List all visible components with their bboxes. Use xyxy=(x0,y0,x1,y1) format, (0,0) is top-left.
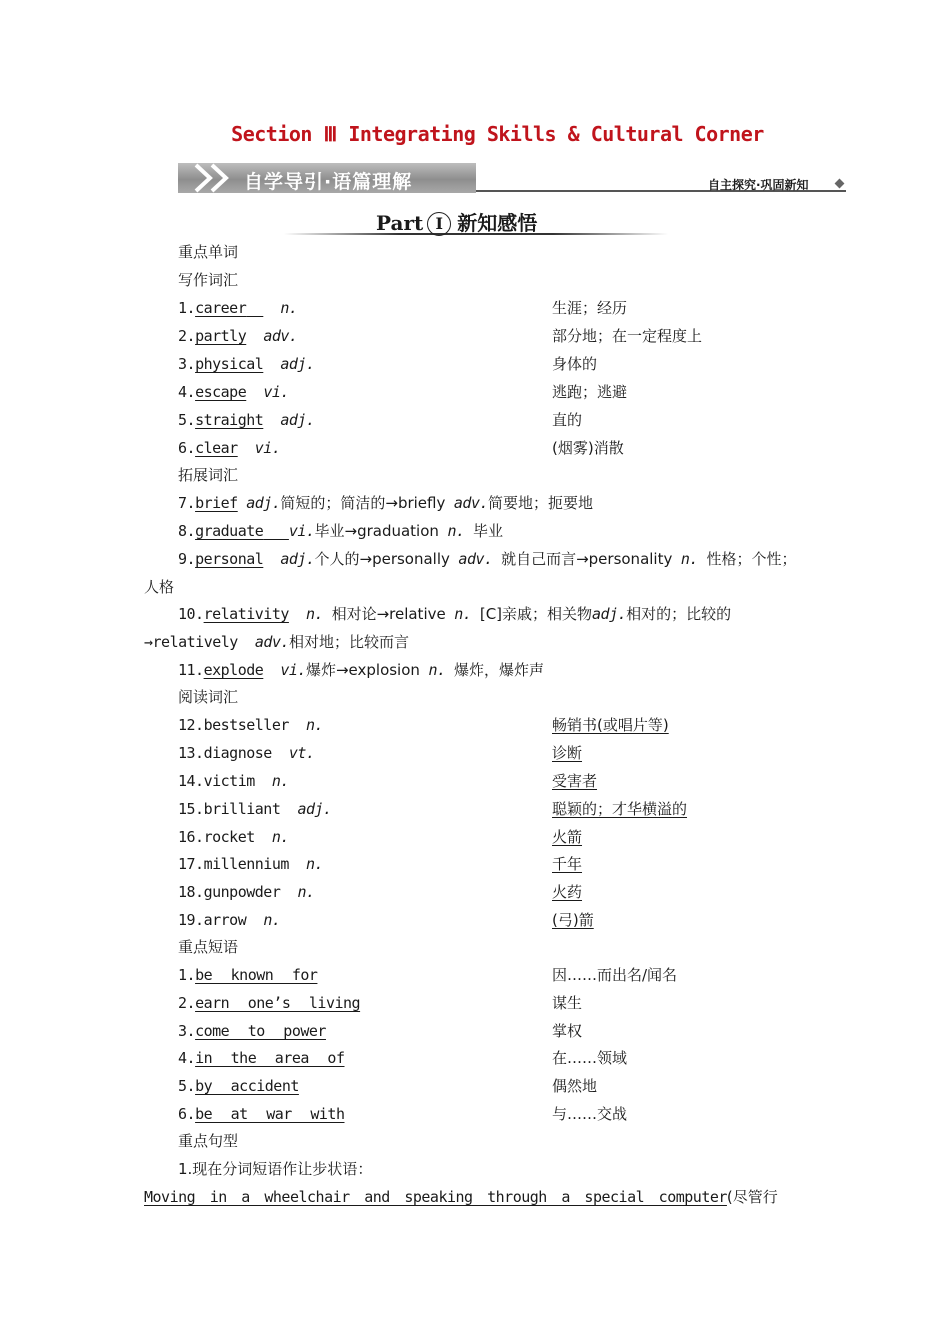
heading-phrases: 重点短语 xyxy=(178,938,239,956)
heading-sentences: 重点句型 xyxy=(178,1132,239,1150)
answer-meaning: 诊断 xyxy=(552,744,583,762)
part-heading xyxy=(376,207,537,236)
list-item: 1.be known for xyxy=(178,966,318,984)
answer-word: career xyxy=(195,299,247,317)
list-item: 13.diagnose vt. xyxy=(178,744,315,762)
part-label: Part xyxy=(376,211,424,235)
phrase-meaning: 与……交战 xyxy=(552,1105,628,1123)
list-item: 11.explode vi.爆炸→explosion n. 爆炸，爆炸声 xyxy=(178,661,545,679)
list-item: 3.physical adj. xyxy=(178,355,315,373)
list-item: 19.arrow n. xyxy=(178,911,281,929)
answer-word: straight xyxy=(195,411,264,429)
list-item-continuation: →relatively adv.相对地；比较而言 xyxy=(144,633,410,651)
word-meaning: 部分地；在一定程度上 xyxy=(552,327,703,345)
list-item-continuation: 人格 xyxy=(144,578,175,596)
answer-phrase: be known for xyxy=(195,966,318,984)
list-item: 10.relativity n. 相对论→relative n. [C]亲戚；相关物adj.相对的；比较的 xyxy=(178,605,732,623)
list-item: 17.millennium n. xyxy=(178,855,324,873)
answer-meaning: 畅销书(或唱片等) xyxy=(552,716,669,734)
answer-phrase: earn one’s living xyxy=(195,994,361,1012)
diamond-icon xyxy=(835,179,845,189)
answer-word: personal xyxy=(195,550,264,568)
list-item: 12.bestseller n. xyxy=(178,716,324,734)
list-item: 15.brilliant adj. xyxy=(178,800,332,818)
answer-word: physical xyxy=(195,355,264,373)
heading-extended-words: 拓展词汇 xyxy=(178,466,239,484)
answer-sentence: Moving in a wheelchair and speaking through a special computer xyxy=(144,1188,727,1206)
word-meaning: 生涯；经历 xyxy=(552,299,628,317)
answer-word: relativity xyxy=(203,605,289,623)
phrase-meaning: 在……领域 xyxy=(552,1049,628,1067)
list-item: 18.gunpowder n. xyxy=(178,883,315,901)
answer-word: brief xyxy=(195,494,238,512)
answer-phrase: be at war with xyxy=(195,1105,345,1123)
banner-label: 自学导引·语篇理解 xyxy=(244,171,413,193)
list-item: 14.victim n. xyxy=(178,772,289,790)
sentence-example: Moving in a wheelchair and speaking through a special computer(尽管行 xyxy=(144,1188,778,1206)
list-item: 5.straight adj. xyxy=(178,411,315,429)
page-title: Section Ⅲ Integrating Skills & Cultural Corner xyxy=(231,122,764,146)
answer-phrase: come to power xyxy=(195,1022,326,1040)
answer-word: clear xyxy=(195,439,238,457)
chevron-arrows-icon xyxy=(188,163,248,193)
list-item: 2.earn one’s living xyxy=(178,994,361,1012)
list-item: 2.partly adv. xyxy=(178,327,298,345)
answer-word: graduate xyxy=(195,522,264,540)
answer-word: explode xyxy=(203,661,264,679)
phrase-meaning: 因……而出名/闻名 xyxy=(552,966,678,984)
phrase-meaning: 谋生 xyxy=(552,994,583,1012)
list-item: 7.brief adj.简短的；简洁的→briefly adv.简要地；扼要地 xyxy=(178,494,594,512)
banner-subtitle: 自主探究·巩固新知 xyxy=(708,178,809,192)
list-item: 4.escape vi. xyxy=(178,383,289,401)
heading-writing-words: 写作词汇 xyxy=(178,271,239,289)
answer-meaning: 火箭 xyxy=(552,828,583,846)
word-meaning: (烟雾)消散 xyxy=(552,439,624,457)
list-item: 9.personal adj.个人的→personally adv. 就自己而言→personality n. 性格；个性； xyxy=(178,550,797,568)
answer-meaning: 千年 xyxy=(552,855,583,873)
answer-word: escape xyxy=(195,383,247,401)
word-meaning: 身体的 xyxy=(552,355,598,373)
list-item: 6.clear vi. xyxy=(178,439,281,457)
sentence-pattern-title: 1.现在分词短语作让步状语： xyxy=(178,1160,373,1178)
list-item: 6.be at war with xyxy=(178,1105,345,1123)
answer-phrase: in the area of xyxy=(195,1049,345,1067)
answer-word: partly xyxy=(195,327,247,345)
word-meaning: 直的 xyxy=(552,411,583,429)
answer-meaning: (弓)箭 xyxy=(552,911,594,929)
phrase-meaning: 偶然地 xyxy=(552,1077,598,1095)
heading-reading-words: 阅读词汇 xyxy=(178,688,239,706)
answer-meaning: 聪颖的；才华横溢的 xyxy=(552,800,688,818)
list-item: 3.come to power xyxy=(178,1022,326,1040)
phrase-meaning: 掌权 xyxy=(552,1022,583,1040)
list-item: 1.career n. xyxy=(178,299,298,317)
list-item: 4.in the area of xyxy=(178,1049,345,1067)
heading-key-words: 重点单词 xyxy=(178,243,239,261)
answer-phrase: by accident xyxy=(195,1077,299,1095)
part-number: I xyxy=(427,212,451,236)
list-item: 8.graduate vi.毕业→graduation n. 毕业 xyxy=(178,522,504,540)
word-meaning: 逃跑；逃避 xyxy=(552,383,628,401)
answer-meaning: 受害者 xyxy=(552,772,598,790)
list-item: 16.rocket n. xyxy=(178,828,289,846)
list-item: 5.by accident xyxy=(178,1077,299,1095)
answer-meaning: 火药 xyxy=(552,883,583,901)
part-title: 新知感悟 xyxy=(457,211,538,235)
